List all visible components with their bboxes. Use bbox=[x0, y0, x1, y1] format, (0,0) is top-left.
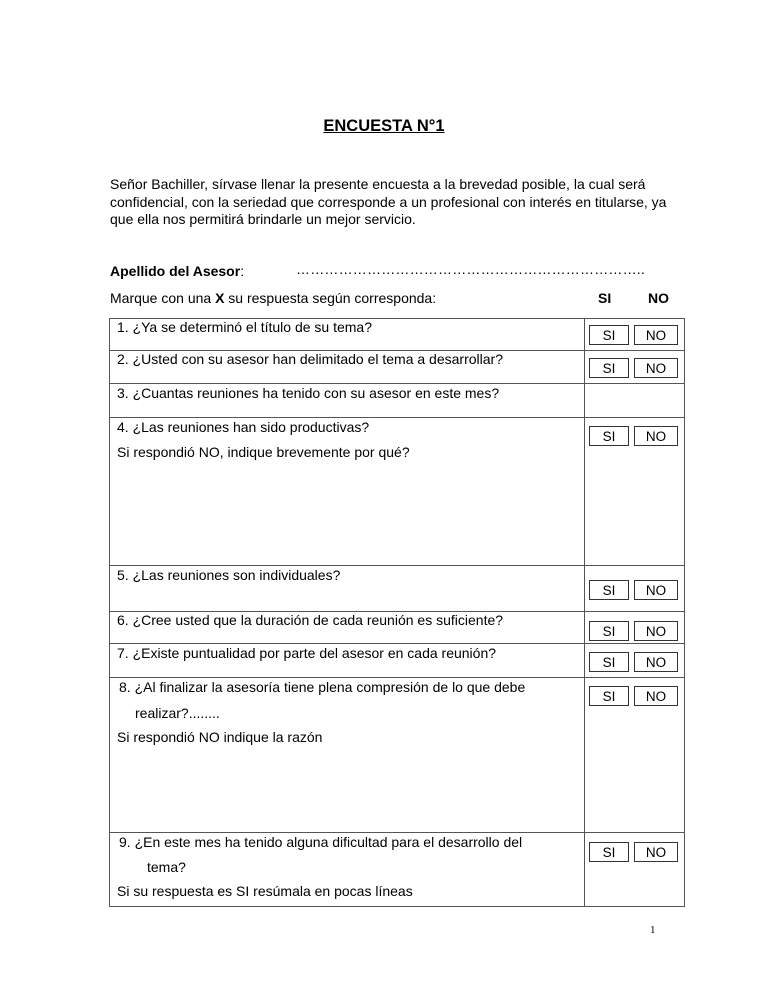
question-9-note: Si su respuesta es SI resúmala en pocas líneas bbox=[117, 883, 413, 899]
q6-si-box[interactable]: SI bbox=[589, 621, 629, 641]
advisor-label-colon: : bbox=[240, 263, 245, 279]
q7-si-box[interactable]: SI bbox=[589, 652, 629, 672]
q8-no-box[interactable]: NO bbox=[634, 686, 678, 706]
question-1: 1. ¿Ya se determinó el título de su tema? bbox=[117, 319, 372, 335]
instruction-text bbox=[110, 290, 436, 306]
question-4: 4. ¿Las reuniones han sido productivas? bbox=[117, 419, 370, 435]
question-2: 2. ¿Usted con su asesor han delimitado el tema a desarrollar? bbox=[117, 351, 503, 367]
question-9-cont: tema? bbox=[147, 859, 186, 875]
row-divider bbox=[109, 643, 685, 644]
row-divider bbox=[109, 417, 685, 418]
q1-si-box[interactable]: SI bbox=[589, 325, 629, 345]
header-si: SI bbox=[598, 290, 612, 306]
q9-no-box[interactable]: NO bbox=[634, 842, 678, 862]
advisor-label bbox=[110, 263, 244, 279]
question-8: 8. ¿Al finalizar la asesoría tiene plena compresión de lo que debe bbox=[119, 679, 526, 695]
q5-si-box[interactable]: SI bbox=[589, 580, 629, 600]
instruction-before: Marque con una bbox=[110, 290, 216, 306]
question-9: 9. ¿En este mes ha tenido alguna dificultad para el desarrollo del bbox=[119, 834, 523, 850]
intro-paragraph: Señor Bachiller, sírvase llenar la presente encuesta a la brevedad posible, la cual será confidencial, con la seriedad que corresponde a un profesional con interés en titularse, ya que ella nos permitirá brindarle un mejor servicio. bbox=[110, 176, 667, 227]
question-8-cont: realizar?........ bbox=[135, 705, 220, 721]
survey-title: ENCUESTA N°1 bbox=[323, 117, 445, 135]
q9-si-box[interactable]: SI bbox=[589, 842, 629, 862]
question-5: 5. ¿Las reuniones son individuales? bbox=[117, 567, 341, 583]
instruction-mark: X bbox=[215, 290, 225, 306]
question-4-note: Si respondió NO, indique brevemente por qué? bbox=[117, 444, 410, 460]
q1-no-box[interactable]: NO bbox=[634, 325, 678, 345]
row-divider bbox=[109, 677, 685, 678]
page-number: 1 bbox=[650, 924, 656, 936]
q2-no-box[interactable]: NO bbox=[634, 358, 678, 378]
question-3: 3. ¿Cuantas reuniones ha tenido con su asesor en este mes? bbox=[117, 385, 500, 401]
row-divider bbox=[109, 383, 685, 384]
instruction-after: su respuesta según corresponda: bbox=[224, 290, 437, 306]
q7-no-box[interactable]: NO bbox=[634, 652, 678, 672]
q2-si-box[interactable]: SI bbox=[589, 358, 629, 378]
row-divider bbox=[109, 565, 685, 566]
table-column-divider bbox=[584, 318, 585, 907]
q5-no-box[interactable]: NO bbox=[634, 580, 678, 600]
header-no: NO bbox=[648, 290, 669, 306]
advisor-label-text: Apellido del Asesor bbox=[110, 263, 241, 279]
q4-si-box[interactable]: SI bbox=[589, 426, 629, 446]
question-7: 7. ¿Existe puntualidad por parte del asesor en cada reunión? bbox=[117, 645, 497, 661]
question-6: 6. ¿Cree usted que la duración de cada reunión es suficiente? bbox=[117, 612, 504, 628]
q4-no-box[interactable]: NO bbox=[634, 426, 678, 446]
q8-si-box[interactable]: SI bbox=[589, 686, 629, 706]
q3-answer-field[interactable] bbox=[586, 385, 684, 416]
q4-reason-area[interactable] bbox=[112, 466, 580, 562]
q8-reason-area[interactable] bbox=[112, 750, 580, 830]
q6-no-box[interactable]: NO bbox=[634, 621, 678, 641]
question-8-note: Si respondió NO indique la razón bbox=[117, 729, 323, 745]
advisor-name-field[interactable]: ……………………………………………………………….. bbox=[296, 261, 645, 277]
row-divider bbox=[109, 832, 685, 833]
